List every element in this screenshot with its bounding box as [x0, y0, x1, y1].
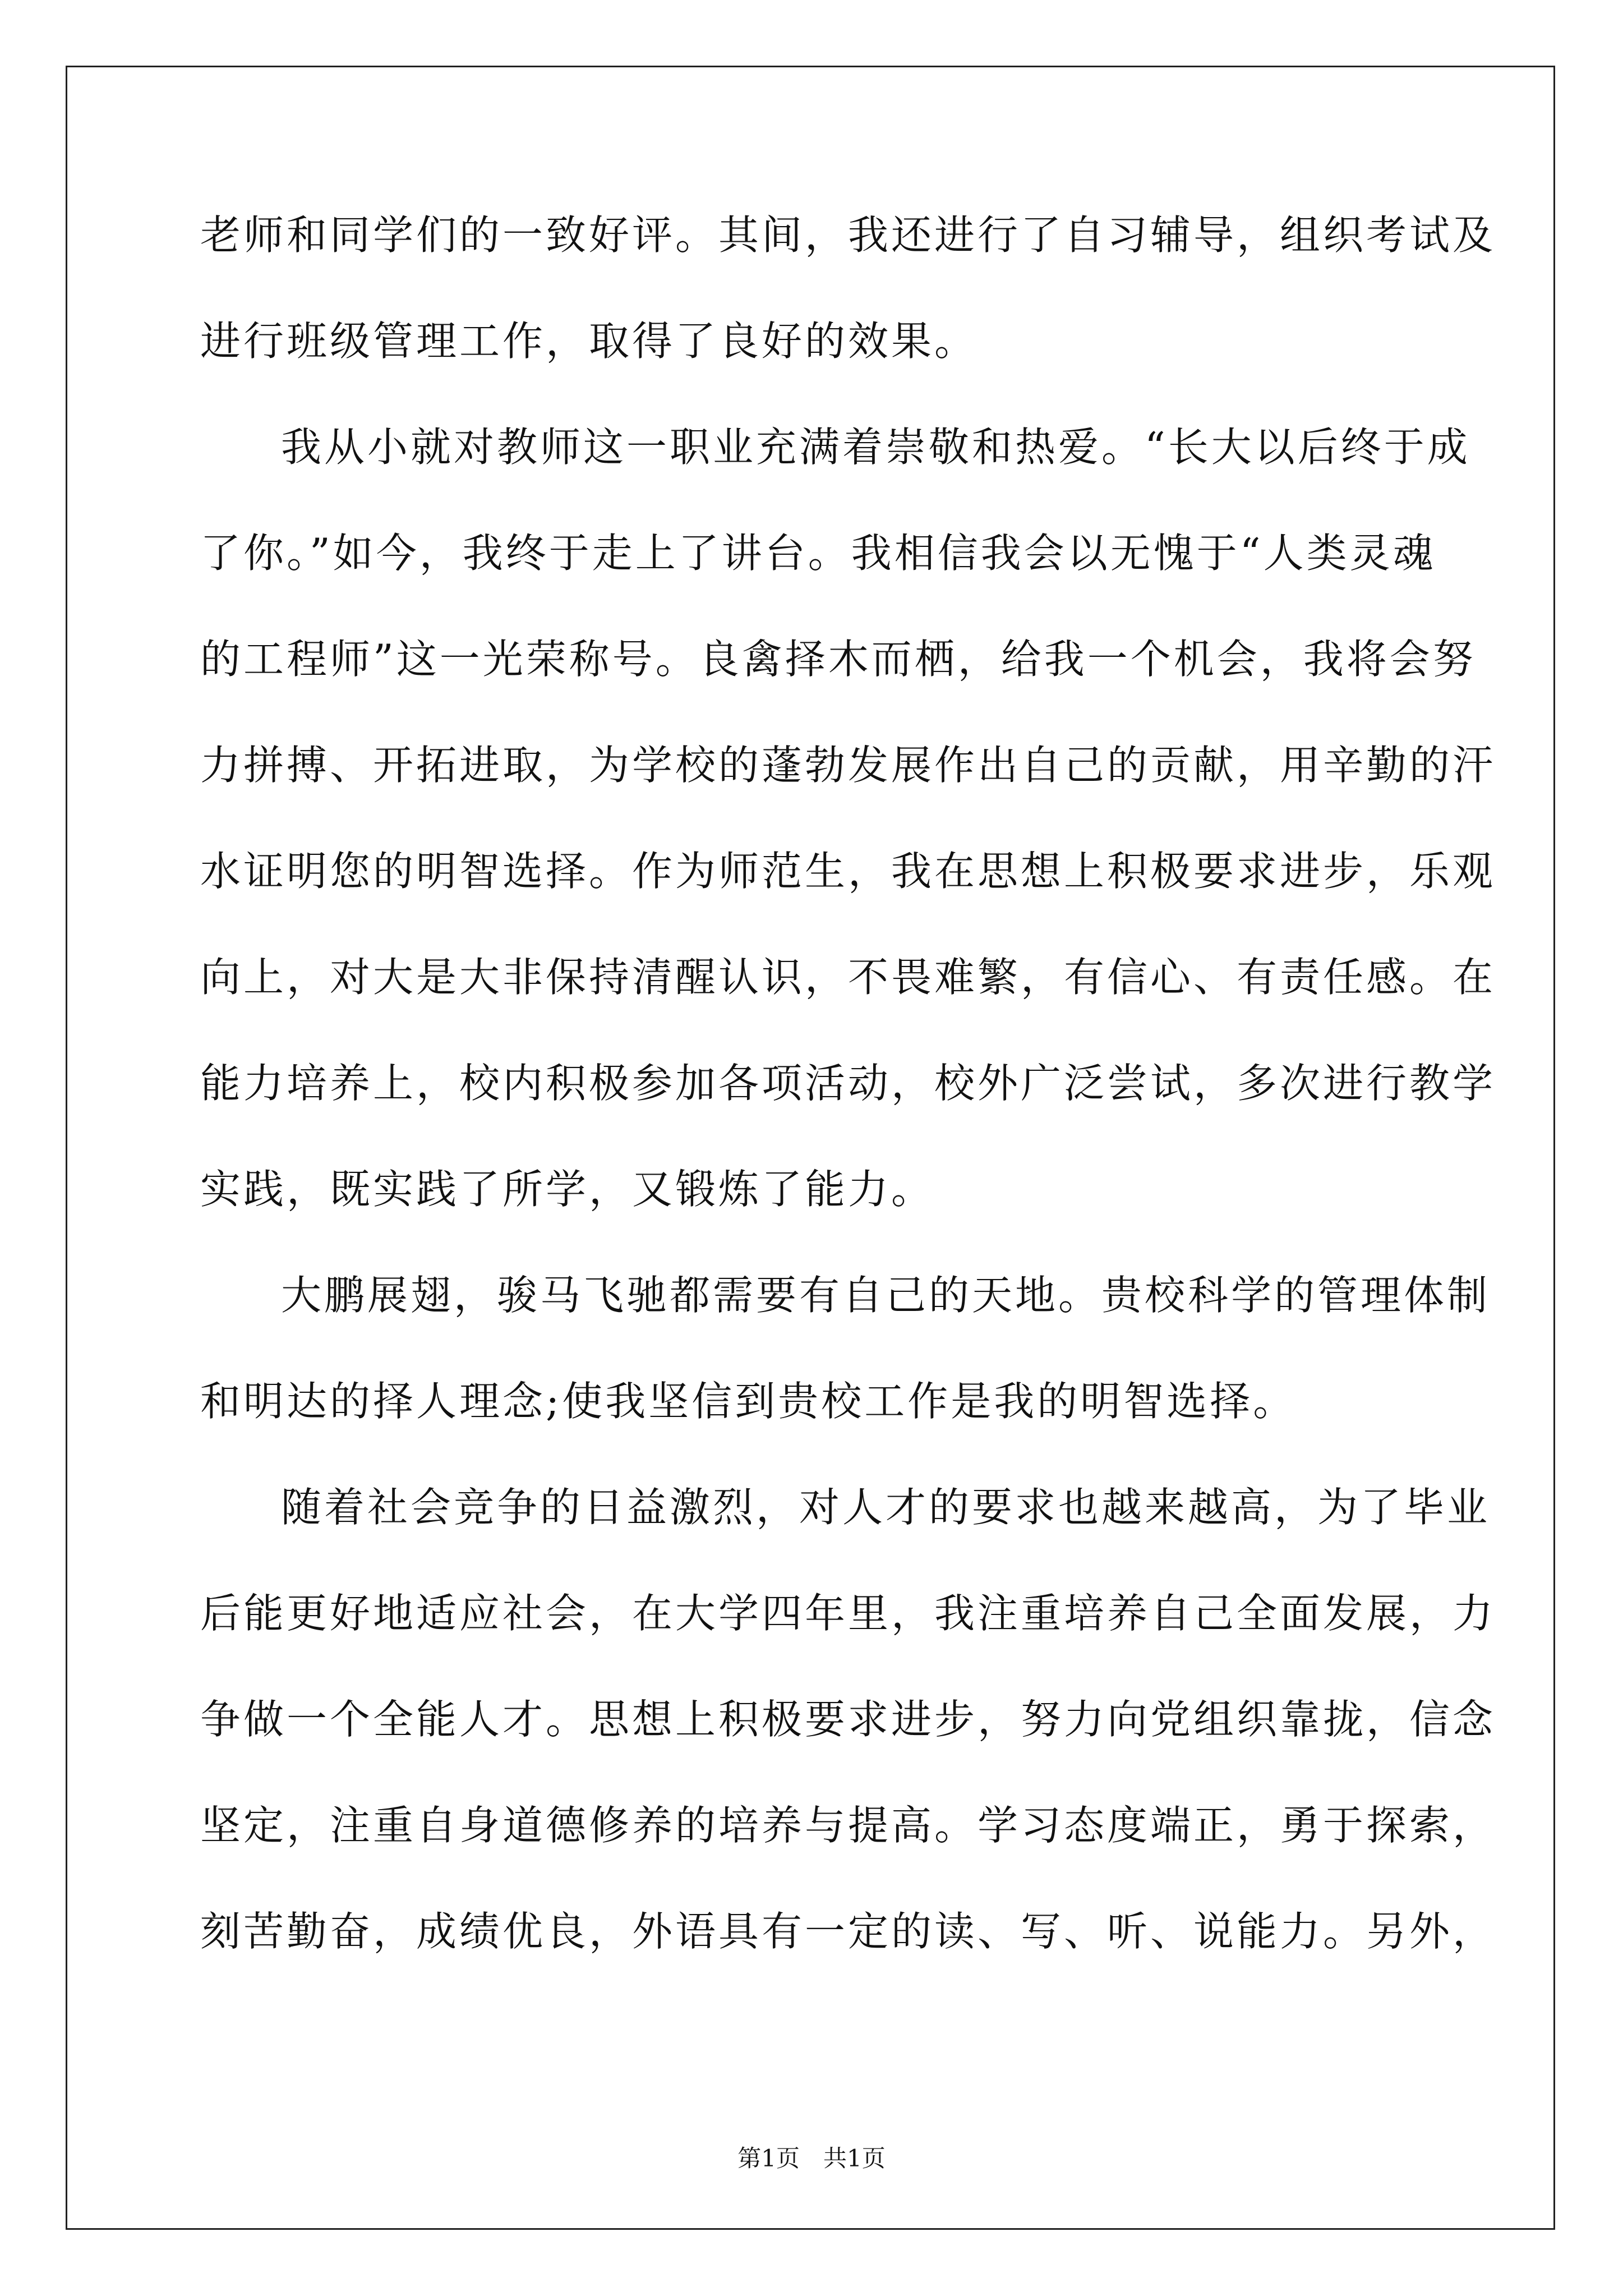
text-line: 刻苦勤奋，成绩优良，外语具有一定的读、写、听、说能力。另外，	[200, 1908, 1496, 1955]
text-line: 能力培养上，校内积极参加各项活动，校外广泛尝试，多次进行教学	[200, 1060, 1496, 1107]
text-line: 老师和同学们的一致好评。其间，我还进行了自习辅导，组织考试及	[200, 211, 1496, 259]
text-line: 向上，对大是大非保持清醒认识，不畏难繁，有信心、有责任感。在	[200, 954, 1496, 1001]
text-line: 力拼搏、开拓进取，为学校的蓬勃发展作出自己的贡献，用辛勤的汗	[200, 742, 1496, 789]
text-line: 坚定，注重自身道德修养的培养与提高。学习态度端正，勇于探索，	[200, 1802, 1496, 1849]
text-line: 争做一个全能人才。思想上积极要求进步，努力向党组织靠拢，信念	[200, 1696, 1496, 1743]
text-line: 水证明您的明智选择。作为师范生，我在思想上积极要求进步，乐观	[200, 848, 1496, 895]
paragraph-first-line: 我从小就对教师这一职业充满着崇敬和热爱。“长大以后终于成	[281, 424, 1470, 471]
text-line: 实践，既实践了所学，又锻炼了能力。	[200, 1166, 935, 1213]
paragraph-first-line: 随着社会竞争的日益激烈，对人才的要求也越来越高，为了毕业	[281, 1484, 1491, 1531]
page-border	[66, 66, 1555, 2230]
page-footer: 第1页 共1页	[737, 2145, 886, 2172]
paragraph-first-line: 大鹏展翅，骏马飞驰都需要有自己的天地。贵校科学的管理体制	[281, 1272, 1491, 1319]
text-line: 的工程师”这一光荣称号。良禽择木而栖，给我一个机会，我将会努	[200, 636, 1476, 683]
text-line: 和明达的择人理念;使我坚信到贵校工作是我的明智选择。	[200, 1378, 1297, 1425]
text-line: 了你。”如今，我终于走上了讲台。我相信我会以无愧于“人类灵魂	[200, 530, 1436, 577]
text-line: 后能更好地适应社会，在大学四年里，我注重培养自己全面发展，力	[200, 1590, 1496, 1637]
text-line: 进行班级管理工作，取得了良好的效果。	[200, 318, 978, 365]
